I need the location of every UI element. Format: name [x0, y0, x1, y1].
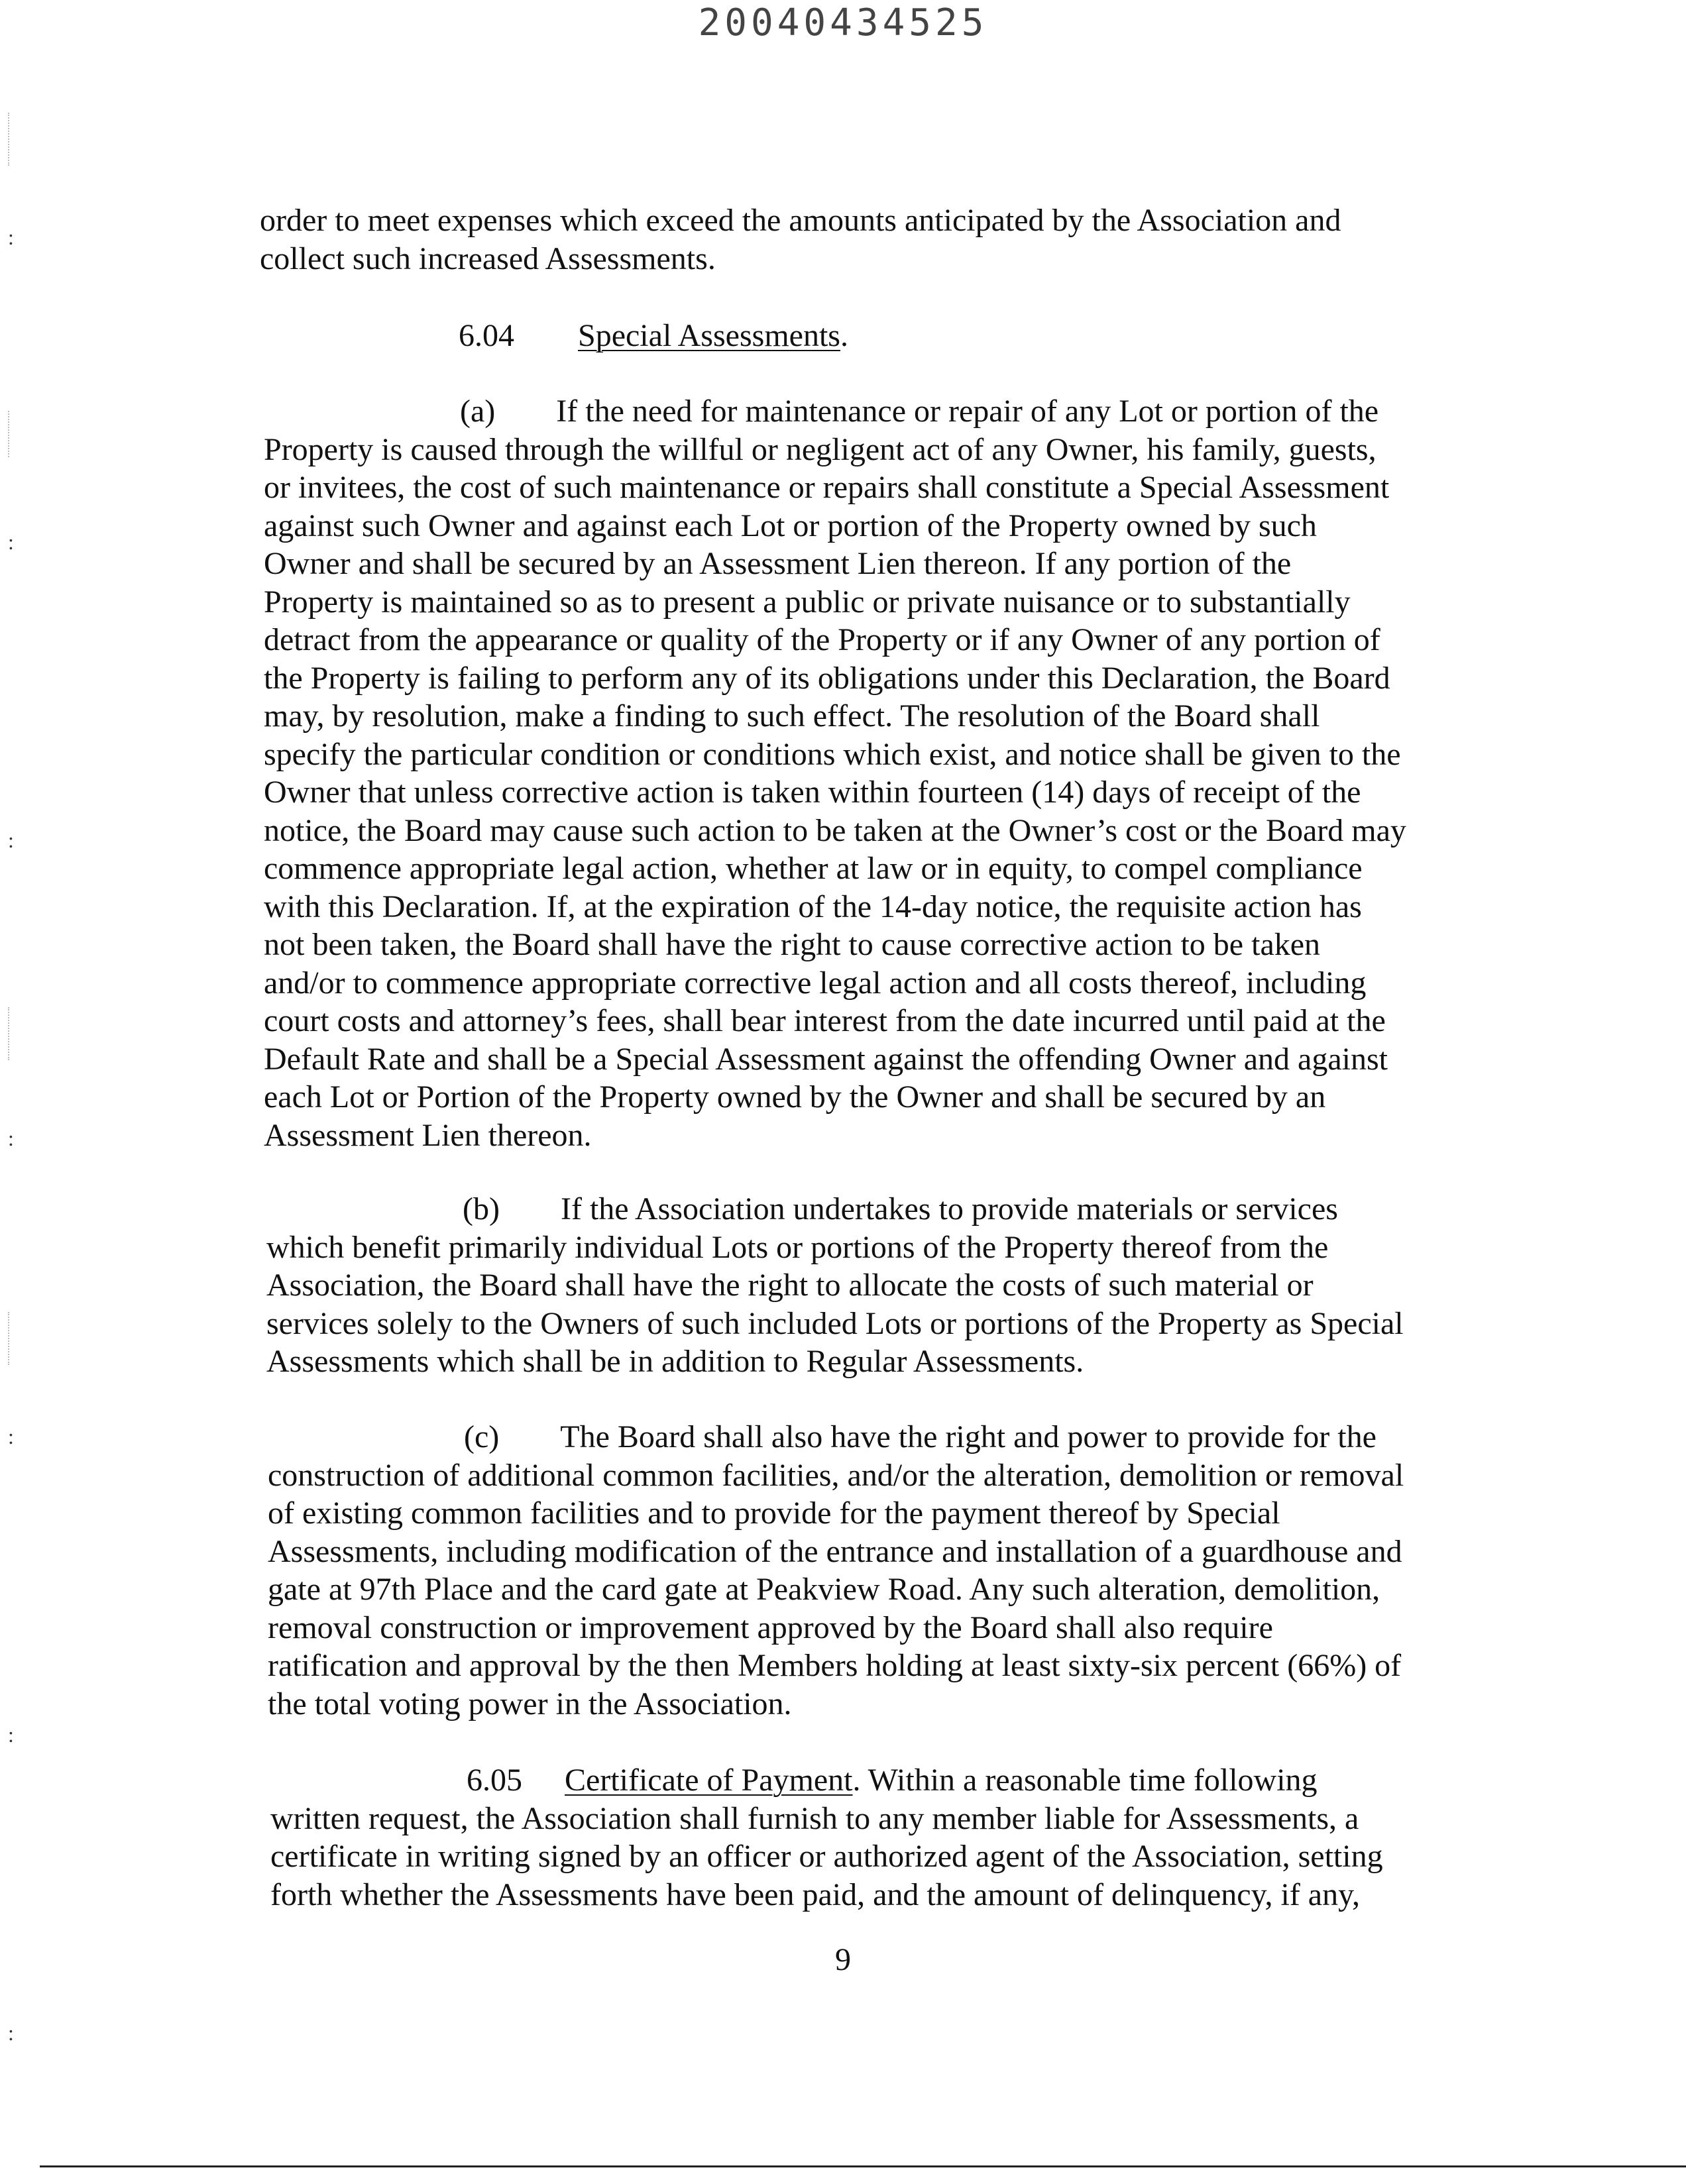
text-line: notice, the Board may cause such action to be taken at the Owner’s cost or the Board may: [264, 812, 1406, 848]
margin-scan-dot: :: [8, 530, 14, 554]
text-line: The Board shall also have the right and power to provide for the: [560, 1419, 1377, 1454]
bottom-rule: [40, 2165, 1686, 2167]
paragraph-label: (c): [464, 1419, 500, 1454]
margin-scan-mark: [8, 1312, 13, 1365]
margin-scan-dot: :: [8, 828, 14, 852]
paragraph-label: (a): [460, 394, 496, 429]
text-line: specify the particular condition or conditions which exist, and notice shall be given to the: [264, 736, 1401, 772]
section-heading-6-04: [459, 317, 848, 355]
text-line: against such Owner and against each Lot or portion of the Property owned by such: [264, 508, 1317, 543]
section-heading-6-05: [270, 1761, 1383, 1800]
section-number: 6.04: [459, 318, 514, 353]
text-line: Assessments which shall be in addition to Regular Assessments.: [266, 1344, 1084, 1379]
text-line: detract from the appearance or quality of the Property or if any Owner of any portion of: [264, 622, 1380, 657]
margin-scan-dot: :: [8, 225, 14, 249]
text-line: removal construction or improvement approved by the Board shall also require: [268, 1610, 1273, 1645]
margin-scan-dot: :: [8, 1723, 14, 1747]
section-6-05: [270, 1761, 1383, 1914]
text-line: court costs and attorney’s fees, shall bear interest from the date incurred until paid at the: [264, 1003, 1386, 1038]
margin-scan-dot: :: [8, 2021, 14, 2045]
text-line: services solely to the Owners of such included Lots or portions of the Property as Special: [266, 1305, 1404, 1341]
margin-scan-mark: [8, 113, 13, 166]
section-title: Special Assessments: [578, 318, 840, 353]
text-line: commence appropriate legal action, whether at law or in equity, to compel compliance: [264, 851, 1363, 886]
text-line: construction of additional common facilities, and/or the alteration, demolition or removal: [268, 1457, 1404, 1493]
text-line: Property is maintained so as to present a public or private nuisance or to substantially: [264, 584, 1351, 620]
text-line: certificate in writing signed by an officer or authorized agent of the Association, setting: [270, 1839, 1383, 1874]
text-line: Property is caused through the willful or negligent act of any Owner, his family, guests,: [264, 431, 1377, 467]
text-line: Assessments, including modification of the entrance and installation of a guardhouse and: [268, 1533, 1402, 1569]
text-line: . Within a reasonable time following: [852, 1763, 1318, 1798]
margin-scan-mark: [8, 411, 13, 457]
text-line: may, by resolution, make a finding to such effect. The resolution of the Board shall: [264, 698, 1320, 734]
margin-scan-mark: [8, 1007, 13, 1060]
paragraph-first-line: [266, 1190, 1404, 1228]
section-title-period: .: [840, 318, 848, 353]
text-line: the total voting power in the Association.: [268, 1686, 792, 1721]
text-line: Association, the Board shall have the right to allocate the costs of such material or: [266, 1268, 1314, 1303]
text-line: collect such increased Assessments.: [260, 241, 716, 276]
section-number: 6.05: [467, 1763, 522, 1798]
paragraph-label: (b): [463, 1191, 500, 1227]
text-line: the Property is failing to perform any of its obligations under this Declaration, the Board: [264, 660, 1390, 696]
section-title: Certificate of Payment: [565, 1763, 853, 1798]
text-line: forth whether the Assessments have been paid, and the amount of delinquency, if any,: [270, 1877, 1360, 1912]
text-line: written request, the Association shall furnish to any member liable for Assessments, a: [270, 1800, 1359, 1836]
text-line: with this Declaration. If, at the expiration of the 14-day notice, the requisite action has: [264, 889, 1362, 924]
text-line: Assessment Lien thereon.: [264, 1117, 592, 1153]
text-line: Owner and shall be secured by an Assessment Lien thereon. If any portion of the: [264, 546, 1292, 581]
paragraph-first-line: [264, 392, 1406, 431]
text-line: of existing common facilities and to provide for the payment thereof by Special: [268, 1496, 1280, 1531]
text-line: which benefit primarily individual Lots or portions of the Property thereof from the: [266, 1229, 1329, 1265]
paragraph-a: [264, 392, 1406, 1154]
margin-scan-dot: :: [8, 1126, 14, 1150]
text-line: Default Rate and shall be a Special Assessment against the offending Owner and against: [264, 1041, 1388, 1077]
page-number: 9: [835, 1942, 851, 1977]
text-line: If the need for maintenance or repair of any Lot or portion of the: [556, 394, 1379, 429]
paragraph-c: [268, 1418, 1404, 1723]
text-line: order to meet expenses which exceed the amounts anticipated by the Association and: [260, 203, 1341, 238]
margin-scan-dot: :: [8, 1425, 14, 1448]
text-line: gate at 97th Place and the card gate at Peakview Road. Any such alteration, demolition,: [268, 1572, 1380, 1607]
text-line: each Lot or Portion of the Property owned by the Owner and shall be secured by an: [264, 1079, 1326, 1115]
text-line: or invitees, the cost of such maintenance or repairs shall constitute a Special Assessment: [264, 470, 1390, 505]
text-line: ratification and approval by the then Members holding at least sixty-six percent (66%) of: [268, 1648, 1402, 1683]
document-number: 20040434525: [698, 1, 988, 44]
paragraph-first-line: [268, 1418, 1404, 1456]
paragraph-b: [266, 1190, 1404, 1381]
text-line: not been taken, the Board shall have the right to cause corrective action to be taken: [264, 927, 1321, 962]
text-line: Owner that unless corrective action is taken within fourteen (14) days of receipt of the: [264, 775, 1361, 810]
text-line: If the Association undertakes to provide materials or services: [560, 1191, 1338, 1227]
text-line: and/or to commence appropriate corrective legal action and all costs thereof, including: [264, 965, 1367, 1001]
continuation-paragraph: [260, 201, 1341, 278]
